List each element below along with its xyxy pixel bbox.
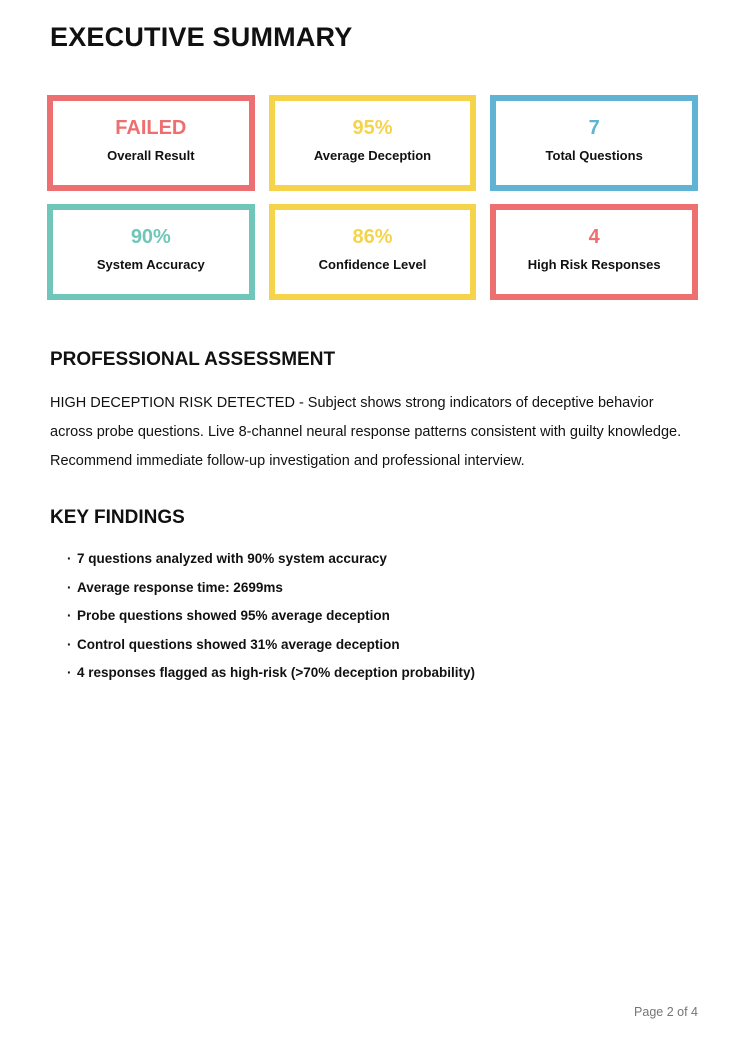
metric-label: Overall Result bbox=[107, 148, 195, 163]
metric-label: System Accuracy bbox=[96, 257, 205, 272]
page-number: Page 2 of 4 bbox=[634, 1005, 698, 1019]
metric-value: 86% bbox=[352, 226, 393, 248]
metric-label: Confidence Level bbox=[318, 257, 427, 272]
section-professional-assessment bbox=[47, 349, 698, 476]
metric-value: 95% bbox=[352, 117, 393, 139]
metric-card-average-deception bbox=[269, 95, 477, 191]
metric-label: Total Questions bbox=[545, 148, 643, 163]
key-finding-item: · 7 questions analyzed with 90% system accuracy bbox=[67, 552, 698, 565]
section-heading-key-findings: KEY FINDINGS bbox=[50, 507, 185, 528]
key-finding-item: · Average response time: 2699ms bbox=[67, 581, 698, 594]
section-heading-professional-assessment: PROFESSIONAL ASSESSMENT bbox=[50, 349, 336, 370]
metric-card-system-accuracy bbox=[47, 204, 255, 300]
metric-card-total-questions bbox=[490, 95, 698, 191]
assessment-body-text: HIGH DECEPTION RISK DETECTED - Subject shows strong indicators of deceptive behavior across probe questions. Live 8-channel neural response patterns consistent with guilty knowledge. Recommend immediate follow-up investigation and professional interview. bbox=[50, 395, 682, 469]
key-finding-item: · Control questions showed 31% average deception bbox=[67, 638, 698, 651]
key-finding-item: · Probe questions showed 95% average deception bbox=[67, 609, 698, 622]
metric-value: 7 bbox=[588, 117, 600, 139]
section-key-findings bbox=[47, 507, 698, 679]
metric-label: High Risk Responses bbox=[527, 257, 661, 272]
page-title: EXECUTIVE SUMMARY bbox=[50, 22, 353, 52]
metric-value: 90% bbox=[130, 226, 171, 248]
metric-card-high-risk-responses bbox=[490, 204, 698, 300]
metric-value: FAILED bbox=[115, 117, 187, 139]
metric-cards-grid bbox=[47, 95, 698, 300]
key-finding-item: · 4 responses flagged as high-risk (>70% deception probability) bbox=[67, 666, 698, 679]
metric-card-confidence-level bbox=[269, 204, 477, 300]
key-findings-list bbox=[67, 552, 698, 679]
metric-card-overall-result bbox=[47, 95, 255, 191]
metric-value: 4 bbox=[588, 226, 600, 248]
metric-label: Average Deception bbox=[313, 148, 432, 163]
